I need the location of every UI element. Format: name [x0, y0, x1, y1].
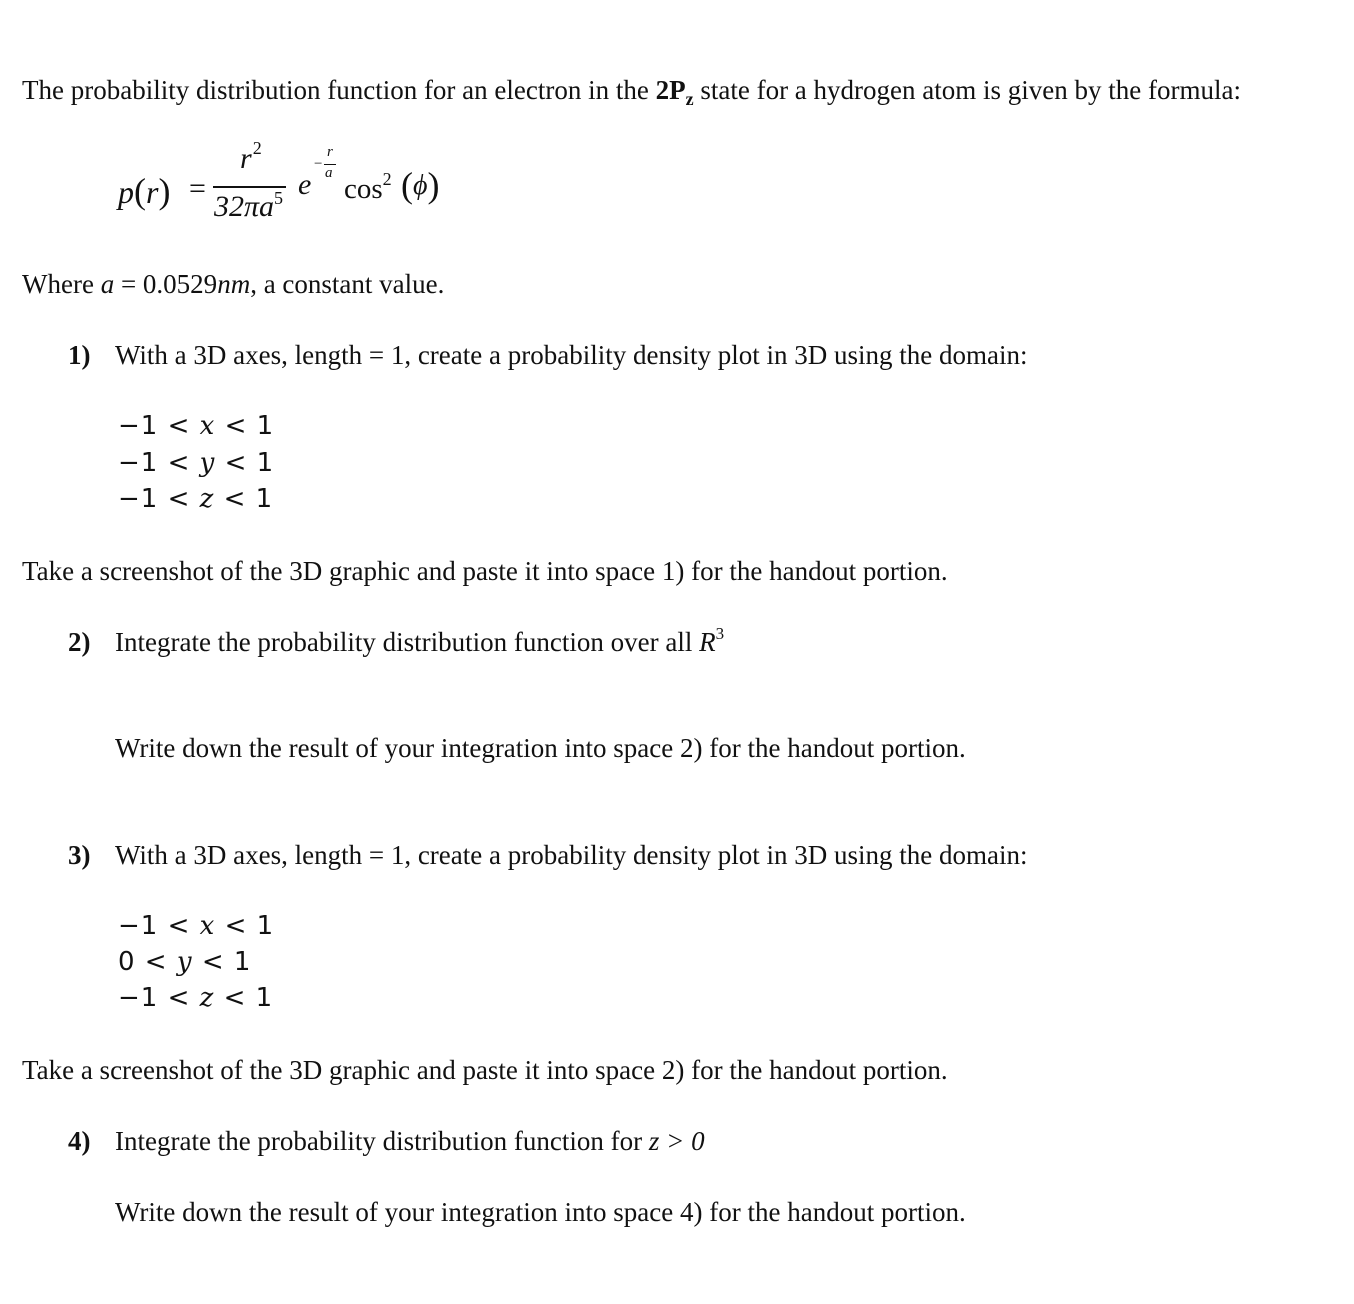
formula-denominator [214, 190, 283, 224]
formula-equals: = [189, 172, 206, 205]
intro-paragraph [22, 74, 1241, 109]
item-3-instruction: Take a screenshot of the 3D graphic and paste it into space 2) for the handout portion. [22, 1055, 948, 1085]
domain-1-x: −1 < x < 1 [118, 411, 275, 441]
formula-phi-group: (ϕ) [401, 165, 440, 205]
item-number: 2) [68, 627, 91, 657]
formula-phi: ϕ [413, 170, 428, 201]
where-unit: nm [217, 269, 251, 299]
item-2-text-main: Integrate the probability distribution function over all [115, 627, 700, 657]
item-3 [68, 839, 91, 871]
item-4-text [115, 1125, 705, 1157]
item-1-text: With a 3D axes, length = 1, create a probability density plot in 3D using the domain: [115, 340, 1028, 370]
formula-lhs-r: r [146, 174, 159, 210]
item-4-var: z > 0 [648, 1126, 705, 1156]
formula-numerator-r: r [240, 142, 252, 175]
formula-exp-minus: − [314, 156, 323, 172]
item-2-var: R [699, 627, 716, 657]
intro-text-before: The probability distribution function for an electron in the [22, 75, 656, 105]
formula-numerator [240, 138, 262, 176]
item-4-instruction: Write down the result of your integration into space 4) for the handout portion. [115, 1197, 966, 1227]
item-2-exp: 3 [715, 624, 725, 643]
domain-3-z: −1 < z < 1 [118, 983, 274, 1013]
formula-denominator-exp: 5 [274, 188, 284, 208]
item-2 [68, 626, 91, 658]
where-var: a [100, 269, 115, 299]
where-eq: = 0.0529 [114, 269, 218, 299]
domain-1-z: −1 < z < 1 [118, 484, 274, 514]
where-prefix: Where [22, 269, 101, 299]
item-1-instruction: Take a screenshot of the 3D graphic and paste it into space 1) for the handout portion. [22, 556, 948, 586]
where-suffix: , a constant value. [250, 269, 445, 299]
item-4 [68, 1125, 91, 1157]
domain-3-y: 0 < y < 1 [118, 947, 252, 977]
formula-denominator-text: 32πa [214, 190, 275, 223]
item-1 [68, 339, 91, 371]
intro-text-after: state for a hydrogen atom is given by the formula: [693, 75, 1241, 105]
item-number: 3) [68, 840, 91, 870]
state-subscript: z [685, 89, 694, 109]
formula-lhs: p(r) [118, 171, 171, 211]
item-number: 4) [68, 1126, 91, 1156]
item-number: 1) [68, 340, 91, 370]
formula-cos [344, 169, 392, 206]
formula-cos-exp: 2 [382, 169, 392, 189]
formula-e: e [298, 168, 312, 201]
formula-cos-text: cos [344, 173, 383, 205]
item-2-instruction: Write down the result of your integration into space 2) for the handout portion. [115, 733, 966, 763]
domain-1-y: −1 < y < 1 [118, 448, 275, 478]
formula-exp-a: a [325, 165, 333, 181]
state-label: 2P [655, 75, 686, 105]
formula-numerator-exp: 2 [252, 138, 262, 158]
formula-p: p [118, 174, 134, 210]
item-3-text: With a 3D axes, length = 1, create a probability density plot in 3D using the domain: [115, 840, 1028, 870]
domain-3-x: −1 < x < 1 [118, 911, 275, 941]
item-2-text [115, 626, 724, 662]
formula-exp-r: r [327, 144, 333, 160]
probability-formula [118, 140, 458, 240]
item-4-text-main: Integrate the probability distribution function for [115, 1126, 649, 1156]
where-line [22, 268, 444, 300]
